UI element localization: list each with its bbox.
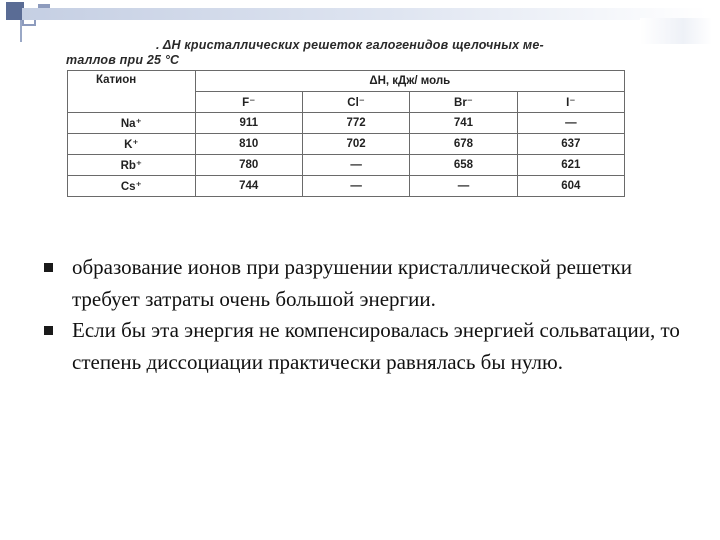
cation-cell: Na⁺: [68, 113, 196, 134]
value-cell: —: [302, 155, 409, 176]
cation-cell: Rb⁺: [68, 155, 196, 176]
decor-top-bar: [22, 8, 707, 20]
value-cell: —: [302, 176, 409, 197]
anion-header: F⁻: [195, 92, 302, 113]
square-bullet-icon: [44, 263, 53, 272]
value-cell: —: [410, 176, 517, 197]
value-cell: —: [517, 113, 624, 134]
anion-header: I⁻: [517, 92, 624, 113]
enthalpy-group-header: ΔН, кДж/ моль: [195, 71, 624, 92]
anion-header: Cl⁻: [302, 92, 409, 113]
list-item: [44, 315, 684, 378]
value-cell: 621: [517, 155, 624, 176]
square-bullet-icon: [44, 326, 53, 335]
value-cell: 637: [517, 134, 624, 155]
value-cell: 702: [302, 134, 409, 155]
table-row: [68, 176, 625, 197]
value-cell: 780: [195, 155, 302, 176]
value-cell: 772: [302, 113, 409, 134]
bullet-text: образование ионов при разрушении кристаллической решетки требует затраты очень большой энергии.: [72, 255, 633, 311]
table-row: [68, 134, 625, 155]
cation-cell: K⁺: [68, 134, 196, 155]
cation-column-header: Катион: [68, 71, 196, 113]
value-cell: 604: [517, 176, 624, 197]
value-cell: 810: [195, 134, 302, 155]
bullet-list: [44, 252, 684, 378]
table-row: [68, 113, 625, 134]
value-cell: 744: [195, 176, 302, 197]
table-header-row: [68, 71, 625, 92]
value-cell: 911: [195, 113, 302, 134]
value-cell: 678: [410, 134, 517, 155]
value-cell: 658: [410, 155, 517, 176]
list-item: [44, 252, 684, 315]
table-caption: [66, 38, 626, 68]
decor-vertical-line: [20, 20, 22, 42]
lattice-enthalpy-table: [67, 70, 625, 197]
caption-line-2: таллов при 25 °С: [66, 53, 180, 67]
cation-cell: Cs⁺: [68, 176, 196, 197]
decor-bar-shade: [640, 18, 712, 44]
value-cell: 741: [410, 113, 517, 134]
caption-line-1: . ΔН кристаллических решеток галогенидов щелочных ме-: [156, 38, 544, 52]
table-row: [68, 155, 625, 176]
anion-header: Br⁻: [410, 92, 517, 113]
bullet-text: Если бы эта энергия не компенсировалась энергией сольватации, то степень диссоциации практически равнялась бы нулю.: [72, 318, 680, 374]
